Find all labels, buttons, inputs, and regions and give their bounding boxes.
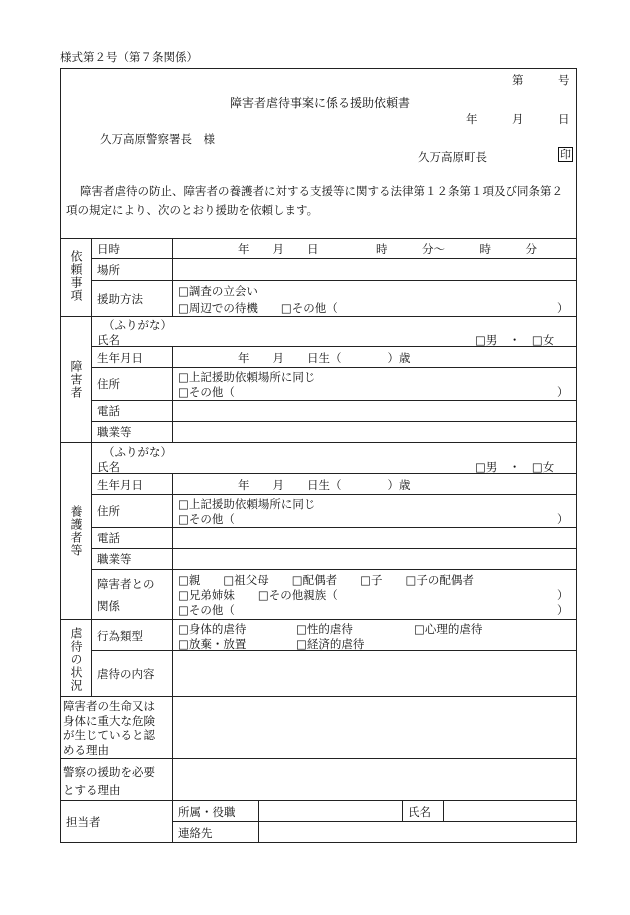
form-label: 様式第２号（第７条関係） (60, 50, 198, 64)
furigana-label: （ふりがな） (103, 318, 172, 332)
relation-label: 障害者との (97, 577, 155, 591)
paren-close: ） (557, 301, 569, 315)
furigana-label: （ふりがな） (103, 445, 172, 459)
sender: 久万高原町長 (418, 150, 487, 164)
job-label: 職業等 (97, 552, 132, 566)
caregiver-group-label: 養護者等 (69, 505, 83, 557)
addressee: 久万高原警察署長 様 (100, 132, 215, 146)
contact-name-label: 氏名 (408, 805, 431, 819)
datetime-label: 日時 (97, 242, 120, 256)
abuse-group-label: 虐待の状況 (69, 627, 83, 692)
paren-close: ） (557, 588, 569, 602)
relation-options-2[interactable]: □兄弟姉妹 □その他親族（ (178, 588, 338, 602)
address-option-same[interactable]: □上記援助依頼場所に同じ (178, 497, 316, 511)
frame-left (60, 68, 61, 843)
frame-right (576, 68, 577, 843)
birth-label: 生年月日 (97, 351, 143, 365)
address-label: 住所 (97, 504, 120, 518)
type-label: 行為類型 (97, 629, 143, 643)
body-text-2: 項の規定により、次のとおり援助を依頼します。 (66, 203, 319, 217)
job-label: 職業等 (97, 425, 132, 439)
type-physical-checkbox[interactable]: □身体的虐待 (178, 622, 247, 636)
issue-date: 年 月 日 (466, 112, 570, 126)
birth-label: 生年月日 (97, 478, 143, 492)
datetime-field[interactable]: 年 月 日 時 分〜 時 分 (238, 242, 537, 256)
contact-label: 担当者 (66, 815, 101, 829)
relation-label-2: 関係 (97, 599, 120, 613)
place-label: 場所 (97, 263, 120, 277)
paren-close: ） (557, 603, 569, 617)
contact-phone-label: 連絡先 (178, 826, 213, 840)
police-reason-label: 警察の援助を必要 とする理由 (63, 765, 155, 797)
document-title: 障害者虐待事案に係る援助依頼書 (230, 96, 411, 110)
relation-options-1[interactable]: □親 □祖父母 □配偶者 □子 □子の配偶者 (178, 573, 474, 587)
address-option-other[interactable]: □その他（ (178, 385, 235, 399)
danger-reason-label: 障害者の生命又は 身体に重大な危険 が生じていると認 める理由 (63, 699, 155, 757)
phone-label: 電話 (97, 531, 120, 545)
sex-checkboxes[interactable]: □男 ・ □女 (475, 460, 555, 474)
type-neglect-checkbox[interactable]: □放棄・放置 (178, 637, 247, 651)
address-label: 住所 (97, 377, 120, 391)
sex-checkboxes[interactable]: □男 ・ □女 (475, 333, 555, 347)
method-option-witness[interactable]: □調査の立会い (178, 284, 258, 298)
birth-field[interactable]: 年 月 日生（ ）歳 (238, 351, 411, 365)
content-label: 虐待の内容 (97, 667, 155, 681)
name-label: 氏名 (97, 460, 120, 474)
relation-options-3[interactable]: □その他（ (178, 603, 235, 617)
birth-field[interactable]: 年 月 日生（ ）歳 (238, 478, 411, 492)
frame-top (60, 68, 576, 69)
address-option-other[interactable]: □その他（ (178, 512, 235, 526)
type-economic-checkbox[interactable]: □経済的虐待 (296, 637, 365, 651)
document-number: 第 号 (512, 73, 570, 87)
phone-label: 電話 (97, 404, 120, 418)
paren-close: ） (557, 385, 569, 399)
seal-mark: 印 (560, 148, 571, 161)
paren-close: ） (557, 512, 569, 526)
affiliation-label: 所属・役職 (178, 805, 236, 819)
name-label: 氏名 (97, 333, 120, 347)
person-group-label: 障害者 (69, 360, 83, 399)
method-label: 援助方法 (97, 292, 143, 306)
place-field[interactable] (180, 262, 570, 278)
type-sexual-checkbox[interactable]: □性的虐待 (296, 622, 353, 636)
method-option-standby-other[interactable]: □周辺での待機 □その他（ (178, 301, 338, 315)
address-option-same[interactable]: □上記援助依頼場所に同じ (178, 370, 316, 384)
request-group-label: 依頼事項 (69, 250, 83, 302)
type-psychological-checkbox[interactable]: □心理的虐待 (414, 622, 483, 636)
body-text-1: 障害者虐待の防止、障害者の養護者に対する支援等に関する法律第１２条第１項及び同条第２ (80, 184, 563, 198)
